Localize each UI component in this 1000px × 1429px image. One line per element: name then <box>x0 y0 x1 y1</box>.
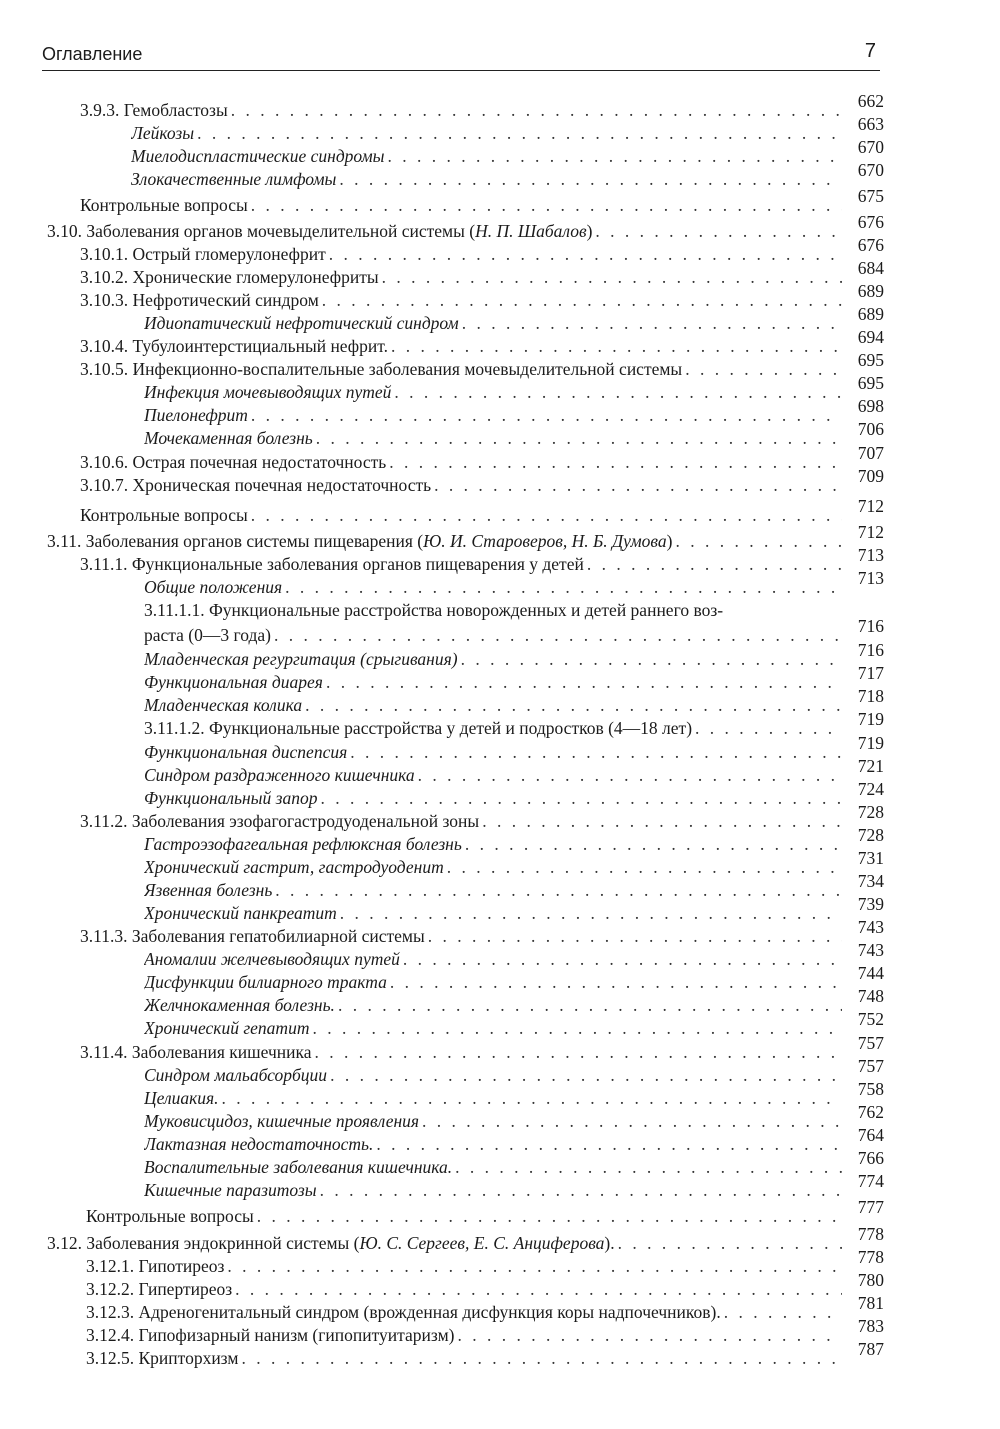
toc-entry-number: 3.10.3. <box>80 290 129 310</box>
toc-entry-page: 716 <box>857 616 884 636</box>
toc-entry-number: 3.10. <box>47 221 82 241</box>
toc-entry-title: Кишечные паразитозы <box>144 1180 317 1200</box>
leader-dots <box>327 1064 842 1087</box>
toc-entry-page: 718 <box>857 686 884 706</box>
toc-entry-number: 3.11.2. <box>80 811 128 831</box>
toc-entry-page: 684 <box>857 258 884 278</box>
toc-entry-title: раста (0—3 года) <box>144 625 271 645</box>
toc-entry-page: 743 <box>857 940 884 960</box>
leader-dots <box>309 1017 842 1040</box>
toc-entry-page: 778 <box>857 1224 884 1244</box>
leader-dots <box>615 1232 842 1255</box>
toc-entry-page: 713 <box>857 545 884 565</box>
toc-entry-title: Общие положения <box>144 577 283 597</box>
leader-dots <box>335 994 842 1017</box>
toc-entry-number: 3.10.1. <box>80 244 129 264</box>
toc-entry-title: Заболевания эзофагогастродуоденальной зоны <box>131 811 480 831</box>
toc-entry-page: 698 <box>857 396 884 416</box>
toc-entry-page: 689 <box>857 304 884 324</box>
leader-dots <box>224 1255 842 1278</box>
toc-entry-title: Пиелонефрит <box>144 405 248 425</box>
leader-dots <box>400 948 842 971</box>
leader-dots <box>282 576 842 599</box>
toc-entry-page: 734 <box>857 871 884 891</box>
leader-dots <box>219 1087 842 1110</box>
toc-entry-page: 662 <box>857 91 884 111</box>
toc-entry-title: Заболевания эндокринной системы ( <box>86 1233 360 1253</box>
toc-entry-page: 706 <box>857 419 884 439</box>
leader-dots <box>317 787 842 810</box>
toc-entry-page: 676 <box>857 235 884 255</box>
toc-entry-title: Младенческая регургитация (срыгивания) <box>144 649 458 669</box>
leader-dots <box>194 122 842 145</box>
leader-dots <box>319 289 842 312</box>
leader-dots <box>271 624 842 647</box>
toc-entry-number: 3.10.2. <box>80 267 129 287</box>
toc-entry-title-tail: ). <box>604 1233 615 1253</box>
toc-entry-title: Воспалительные заболевания кишечника. <box>144 1157 453 1177</box>
leader-dots <box>385 145 842 168</box>
leader-dots <box>672 530 842 553</box>
toc-entry-title: Целиакия. <box>144 1088 219 1108</box>
toc-entry-page: 757 <box>857 1033 884 1053</box>
toc-entry-number: 3.11. <box>47 531 82 551</box>
toc-entry-page: 778 <box>857 1247 884 1267</box>
toc-entry-title: Хронический гастрит, гастродуоденит <box>144 857 444 877</box>
toc-entry-title: Функциональные заболевания органов пищеварения у детей <box>131 554 584 574</box>
leader-dots <box>323 671 842 694</box>
leader-dots <box>592 220 842 243</box>
toc-entry <box>0 1339 1000 1370</box>
toc-entry-page: 689 <box>857 281 884 301</box>
toc-entry-page: 728 <box>857 825 884 845</box>
leader-dots <box>302 694 842 717</box>
toc-entry-author: Ю. С. Сергеев, Е. С. Анциферова <box>359 1233 605 1253</box>
toc-entry-page: 712 <box>857 522 884 542</box>
toc-entry-page: 758 <box>857 1079 884 1099</box>
toc-entry-title: Аномалии желчевыводящих путей <box>144 949 400 969</box>
toc-entry-page: 774 <box>857 1171 884 1191</box>
leader-dots <box>682 358 842 381</box>
toc-entry-title: Тубулоинтерстициальный нефрит. <box>132 336 388 356</box>
toc-entry-number: 3.11.1.1. <box>144 600 205 620</box>
toc-entry-title: Желчнокаменная болезнь. <box>144 995 335 1015</box>
leader-dots <box>373 1133 842 1156</box>
toc-entry-page: 762 <box>857 1102 884 1122</box>
toc-entry-number: 3.10.7. <box>80 475 129 495</box>
toc-entry-page: 694 <box>857 327 884 347</box>
toc-entry-page: 728 <box>857 802 884 822</box>
toc-entry-title: Контрольные вопросы <box>86 1206 254 1226</box>
toc-entry-title: Лактазная недостаточность. <box>144 1134 374 1154</box>
toc-entry-page: 676 <box>857 212 884 232</box>
toc-entry-page: 787 <box>857 1339 884 1359</box>
leader-dots <box>454 1324 842 1347</box>
toc-entry-title: Младенческая колика <box>144 695 303 715</box>
toc-entry-page: 752 <box>857 1009 884 1029</box>
toc-entry-title: Заболевания органов мочевыделительной системы ( <box>86 221 476 241</box>
leader-dots <box>238 1347 842 1370</box>
toc-entry-title: Злокачественные лимфомы <box>131 169 337 189</box>
toc-entry-title-tail: ) <box>586 221 593 241</box>
toc-entry-title: Гастроэзофагеальная рефлюксная болезнь <box>144 834 462 854</box>
toc-entry-title: Мочекаменная болезнь <box>144 428 313 448</box>
toc-entry-title-tail: ) <box>666 531 673 551</box>
toc-entry-title: Хроническая почечная недостаточность <box>132 475 432 495</box>
leader-dots <box>347 741 842 764</box>
toc-entry-page: 719 <box>857 709 884 729</box>
toc-entry <box>0 466 1000 497</box>
toc-entry-page: 744 <box>857 963 884 983</box>
leader-dots <box>721 1301 842 1324</box>
leader-dots <box>248 194 842 217</box>
toc-entry-title: Адреногенитальный синдром (врожденная дисфункция коры надпочечников). <box>138 1302 721 1322</box>
leader-dots <box>391 381 842 404</box>
toc-entry-author: Н. П. Шабалов <box>475 221 587 241</box>
leader-dots <box>388 335 842 358</box>
leader-dots <box>458 648 842 671</box>
toc-entry-page: 781 <box>857 1293 884 1313</box>
toc-entry-title: Синдром мальабсорбции <box>144 1065 328 1085</box>
toc-entry-title: Контрольные вопросы <box>80 505 248 525</box>
leader-dots <box>386 451 842 474</box>
toc-entry-title: Нефротический синдром <box>132 290 319 310</box>
toc-entry-title: Хронические гломерулонефриты <box>132 267 379 287</box>
toc-entry-title: Контрольные вопросы <box>80 195 248 215</box>
leader-dots <box>248 504 842 527</box>
toc-entry-number: 3.11.3. <box>80 926 128 946</box>
toc-entry-page: 757 <box>857 1056 884 1076</box>
toc-entry-title: Инфекционно-воспалительные заболевания мочевыделительной системы <box>132 359 683 379</box>
toc-entry-page: 670 <box>857 160 884 180</box>
toc-entry-title: Функциональные расстройства новорожденных и детей раннего воз- <box>208 600 724 620</box>
page-number: 7 <box>864 40 876 62</box>
toc-entry-title: Заболевания кишечника <box>131 1042 312 1062</box>
running-header-title: Оглавление <box>42 44 143 64</box>
leader-dots <box>326 243 842 266</box>
toc-entry-title: Язвенная болезнь <box>144 880 273 900</box>
toc-entry-page: 764 <box>857 1125 884 1145</box>
toc-entry-page: 766 <box>857 1148 884 1168</box>
toc-entry-number: 3.9.3. <box>80 100 120 120</box>
toc-entry-page: 709 <box>857 466 884 486</box>
leader-dots <box>248 404 842 427</box>
leader-dots <box>387 971 842 994</box>
toc-entry-page: 695 <box>857 373 884 393</box>
toc-entry-title: Гипертиреоз <box>138 1279 233 1299</box>
leader-dots <box>431 474 842 497</box>
toc-entry-title: Функциональная диарея <box>144 672 323 692</box>
leader-dots <box>336 168 842 191</box>
toc-entry-page: 663 <box>857 114 884 134</box>
toc-entry-number: 3.11.1.2. <box>144 718 205 738</box>
toc-entry-title: Инфекция мочевыводящих путей <box>144 382 392 402</box>
toc-entry-title: Функциональная диспепсия <box>144 742 348 762</box>
leader-dots <box>479 810 842 833</box>
leader-dots <box>232 1278 842 1301</box>
toc-entry-title: Гипофизарный нанизм (гипопитуитаризм) <box>138 1325 455 1345</box>
toc-entry-title: Функциональные расстройства у детей и подростков (4—18 лет) <box>208 718 693 738</box>
toc-entry-number: 3.10.4. <box>80 336 129 356</box>
leader-dots <box>444 856 842 879</box>
toc-entry-number: 3.12.1. <box>86 1256 135 1276</box>
toc-entry-title: Муковисцидоз, кишечные проявления <box>144 1111 420 1131</box>
toc-entry-title: Заболевания органов системы пищеварения ( <box>85 531 424 551</box>
toc-entry-title: Хронический гепатит <box>144 1018 310 1038</box>
toc-entry-title: Заболевания гепатобилиарной системы <box>131 926 425 946</box>
toc-entry-title: Лейкозы <box>131 123 195 143</box>
leader-dots <box>337 902 842 925</box>
toc-entry-title: Функциональный запор <box>144 788 318 808</box>
toc-entry-page: 717 <box>857 663 884 683</box>
toc-entry-page: 713 <box>857 568 884 588</box>
toc-entry-title: Острая почечная недостаточность <box>132 452 387 472</box>
toc-entry-page: 721 <box>857 756 884 776</box>
leader-dots <box>584 553 842 576</box>
toc-entry-number: 3.11.1. <box>80 554 128 574</box>
leader-dots <box>419 1110 842 1133</box>
toc-entry <box>0 568 1000 599</box>
leader-dots <box>254 1205 842 1228</box>
toc-entry-number: 3.10.6. <box>80 452 129 472</box>
leader-dots <box>228 99 842 122</box>
leader-dots <box>317 1179 842 1202</box>
toc-entry-title: Гипотиреоз <box>138 1256 225 1276</box>
toc-entry-page: 675 <box>857 186 884 206</box>
toc-entry-page: 707 <box>857 443 884 463</box>
toc-entry-number: 3.12.5. <box>86 1348 135 1368</box>
toc-entry-page: 670 <box>857 137 884 157</box>
leader-dots <box>459 312 842 335</box>
leader-dots <box>462 833 842 856</box>
toc-entry-number: 3.12.2. <box>86 1279 135 1299</box>
toc-entry-page: 695 <box>857 350 884 370</box>
toc-entry-page: 739 <box>857 894 884 914</box>
toc-entry-author: Ю. И. Староверов, Н. Б. Думова <box>423 531 667 551</box>
toc-entry-title: Хронический панкреатит <box>144 903 337 923</box>
toc-entry-page: 780 <box>857 1270 884 1290</box>
toc-entry-title: Гемобластозы <box>123 100 228 120</box>
toc-entry-number: 3.12. <box>47 1233 82 1253</box>
leader-dots <box>425 925 842 948</box>
toc-entry-number: 3.11.4. <box>80 1042 128 1062</box>
toc-entry-title: Миелодиспластические синдромы <box>131 146 385 166</box>
toc-entry-title: Идиопатический нефротический синдром <box>144 313 459 333</box>
toc-entry-page: 783 <box>857 1316 884 1336</box>
leader-dots <box>379 266 842 289</box>
toc-entry-number: 3.10.5. <box>80 359 129 379</box>
toc-entry-page: 777 <box>857 1197 884 1217</box>
leader-dots <box>415 764 842 787</box>
leader-dots <box>272 879 842 902</box>
toc-entry-title: Синдром раздраженного кишечника <box>144 765 415 785</box>
leader-dots <box>311 1041 842 1064</box>
leader-dots <box>692 717 842 740</box>
toc-entry-title: Дисфункции билиарного тракта <box>144 972 387 992</box>
toc-entry-number: 3.12.4. <box>86 1325 135 1345</box>
toc-entry-page: 712 <box>857 496 884 516</box>
toc-entry-page: 716 <box>857 640 884 660</box>
toc-entry-number: 3.12.3. <box>86 1302 135 1322</box>
toc-entry-title: Острый гломерулонефрит <box>132 244 326 264</box>
leader-dots <box>452 1156 842 1179</box>
toc-entry-title: Крипторхизм <box>138 1348 239 1368</box>
toc-entry-page: 719 <box>857 733 884 753</box>
toc-entry-page: 743 <box>857 917 884 937</box>
leader-dots <box>313 427 842 450</box>
toc-entry-page: 724 <box>857 779 884 799</box>
toc-entry-page: 748 <box>857 986 884 1006</box>
toc-entry-page: 731 <box>857 848 884 868</box>
